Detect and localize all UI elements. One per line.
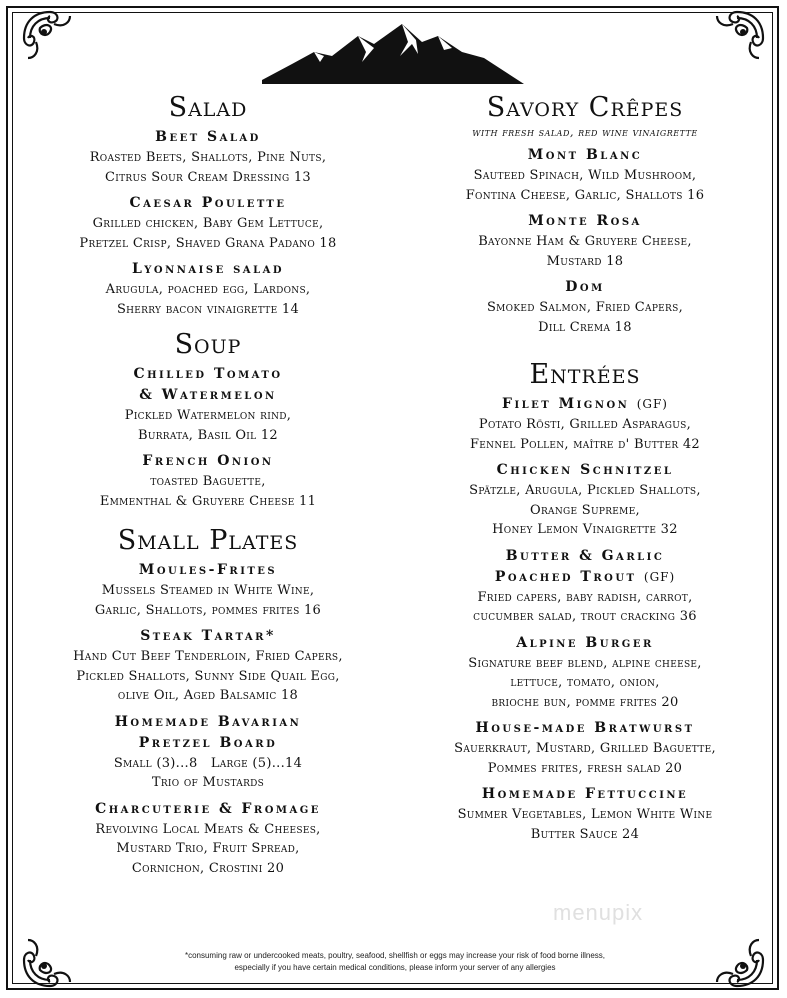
item-desc: Mussels Steamed in White Wine,: [101, 583, 315, 598]
item-desc: olive Oil, Aged Balsamic 18: [117, 688, 299, 703]
gf-tag: (GF): [643, 569, 676, 584]
item-name: Butter & Garlic: [505, 547, 665, 564]
item-desc: Potato Rösti, Grilled Asparagus,: [478, 417, 692, 432]
menu-item: [404, 394, 766, 454]
menu-item: [40, 193, 376, 253]
menu-item: [404, 145, 766, 205]
right-column: [404, 92, 766, 850]
menu-item: [40, 364, 376, 445]
menu-item: [404, 718, 766, 778]
watermark: menupix: [553, 900, 644, 925]
crepes-title: Savory Crêpes: [486, 92, 684, 123]
footnote-line: *consuming raw or undercooked meats, poultry, seafood, shellfish or eggs may increase your risk of food borne illness,: [184, 951, 606, 960]
corner-ornament-icon: [20, 8, 76, 64]
item-desc: Emmenthal & Gruyere Cheese 11: [99, 493, 317, 509]
item-name: Chilled Tomato: [133, 366, 283, 382]
item-desc: Sauerkraut, Mustard, Grilled Baguette,: [454, 741, 716, 756]
item-desc: lettuce, tomato, onion,: [510, 675, 660, 690]
item-name: Beet Salad: [155, 129, 261, 145]
item-desc: Fennel Pollen, maître d' Butter 42: [469, 436, 700, 452]
item-name: Chicken Schnitzel: [496, 462, 674, 478]
menu-item: [404, 784, 766, 844]
soup-title: Soup: [174, 329, 242, 360]
item-desc: Summer Vegetables, Lemon White Wine: [457, 807, 713, 822]
menu-item: [40, 560, 376, 620]
item-name-row: [404, 394, 766, 414]
salad-title: Salad: [168, 92, 248, 123]
item-name: Mont Blanc: [527, 147, 643, 163]
item-name: Dom: [565, 279, 605, 295]
menu-item: [404, 211, 766, 271]
item-desc: Orange Supreme,: [529, 502, 640, 518]
item-desc: Spätzle, Arugula, Pickled Shallots,: [469, 483, 701, 498]
menu-item: [40, 799, 376, 879]
item-name-row: [404, 567, 766, 587]
item-name: Homemade Bavarian: [114, 713, 302, 730]
menu-item: [40, 259, 376, 319]
menu-item: [40, 127, 376, 187]
item-name: Alpine Burger: [516, 634, 654, 651]
item-name: & Watermelon: [139, 387, 277, 403]
menu-item: [404, 633, 766, 713]
item-name: House-made Bratwurst: [475, 720, 695, 736]
item-desc: brioche bun, pomme frites 20: [491, 694, 679, 710]
footnote-line: especially if you have certain medical conditions, please inform your server of any allergies: [234, 963, 556, 972]
item-desc: Fontina Cheese, Garlic, Shallots 16: [465, 187, 705, 203]
menu-item: [404, 546, 766, 627]
item-desc: Butter Sauce 24: [530, 826, 640, 842]
menu-item: [404, 277, 766, 337]
item-name: Homemade Fettuccine: [481, 786, 689, 802]
item-name: French Onion: [142, 453, 274, 469]
item-name: Moules-Frites: [138, 562, 278, 578]
item-desc: Pommes frites, fresh salad 20: [487, 760, 683, 776]
item-desc: Fried capers, baby radish, carrot,: [477, 589, 693, 605]
item-name: Monte Rosa: [528, 213, 642, 229]
item-name: Lyonnaise salad: [131, 261, 285, 277]
item-desc: Mustard Trio, Fruit Spread,: [116, 841, 300, 856]
left-column: [40, 92, 376, 884]
item-desc: Honey Lemon Vinaigrette 32: [492, 522, 678, 537]
menu-item: [40, 712, 376, 793]
item-name: Steak Tartar*: [140, 628, 276, 644]
item-desc: Hand Cut Beef Tenderloin, Fried Capers,: [73, 649, 343, 664]
item-desc: Pretzel Crisp, Shaved Grana Padano 18: [79, 235, 337, 251]
corner-ornament-icon: [711, 8, 767, 64]
item-name: Filet Mignon: [502, 396, 630, 412]
item-desc: Dill Crema 18: [538, 319, 632, 335]
gf-tag: (GF): [636, 397, 668, 411]
entrees-title: Entrées: [529, 359, 641, 390]
item-desc: Garlic, Shallots, pommes frites 16: [94, 602, 322, 618]
item-desc: Small (3)...8 Large (5)...14: [113, 755, 303, 771]
corner-ornament-icon: [20, 934, 76, 990]
item-desc: Sauteed Spinach, Wild Mushroom,: [473, 168, 697, 183]
item-desc: Pickled Watermelon rind,: [124, 408, 292, 423]
item-desc: Trio of Mustards: [151, 775, 265, 790]
item-name: Pretzel Board: [138, 734, 278, 751]
item-name: Charcuterie & Fromage: [95, 800, 321, 817]
item-desc: Cornichon, Crostini 20: [131, 860, 285, 876]
menu-item: [40, 451, 376, 511]
corner-ornament-icon: [711, 934, 767, 990]
item-desc: Pickled Shallots, Sunny Side Quail Egg,: [76, 668, 340, 684]
item-desc: cucumber salad, trout cracking 36: [473, 609, 697, 624]
item-name: Caesar Poulette: [129, 195, 287, 211]
item-desc: Citrus Sour Cream Dressing 13: [104, 169, 312, 185]
item-desc: Arugula, poached egg, Lardons,: [105, 282, 311, 297]
item-desc: Bayonne Ham & Gruyere Cheese,: [478, 234, 692, 249]
item-desc: Smoked Salmon, Fried Capers,: [486, 300, 684, 315]
item-desc: Grilled chicken, Baby Gem Lettuce,: [92, 216, 324, 231]
item-desc: toasted Baguette,: [150, 474, 266, 489]
menu-item: [40, 626, 376, 706]
item-desc: Roasted Beets, Shallots, Pine Nuts,: [89, 150, 327, 165]
menu-item: [404, 460, 766, 540]
item-name: Poached Trout: [494, 568, 637, 585]
item-desc: Mustard 18: [546, 253, 624, 269]
small-plates-title: Small Plates: [117, 525, 299, 556]
item-desc: Signature beef blend, alpine cheese,: [468, 655, 702, 671]
item-desc: Revolving Local Meats & Cheeses,: [95, 821, 321, 837]
crepes-subtitle: with fresh salad, red wine vinaigrette: [472, 125, 698, 139]
item-desc: Burrata, Basil Oil 12: [137, 427, 279, 443]
item-desc: Sherry bacon vinaigrette 14: [116, 301, 300, 317]
mountain-logo-icon: [262, 22, 524, 86]
allergy-footnote: [140, 950, 650, 974]
